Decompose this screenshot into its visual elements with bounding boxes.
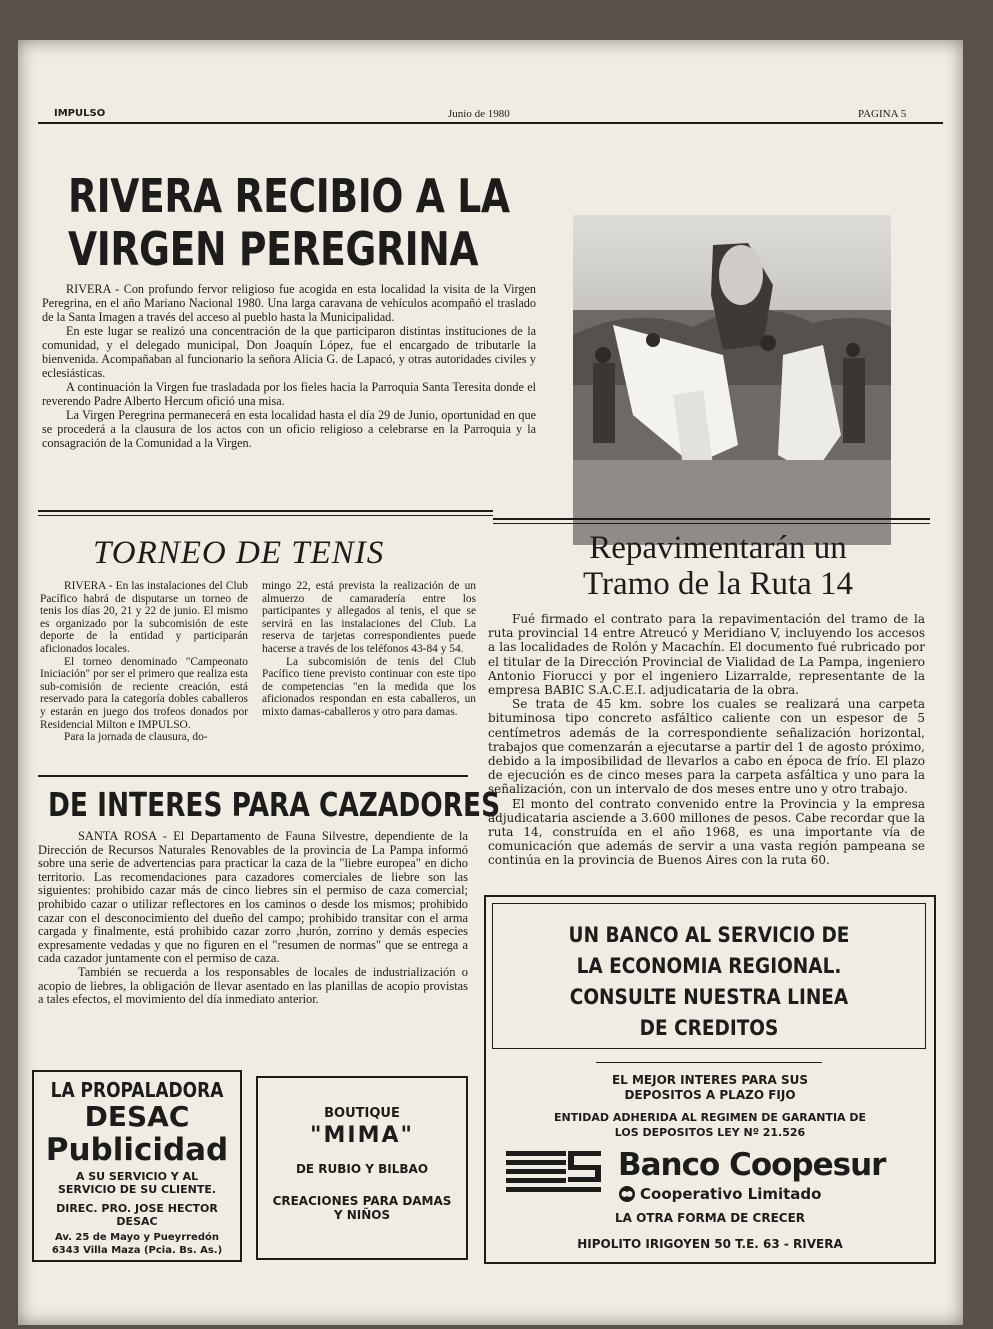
ad-banco-address: HIPOLITO IRIGOYEN 50 T.E. 63 - RIVERA <box>577 1237 843 1251</box>
ad-banco <box>484 895 936 1264</box>
ad-banco-interest: EL MEJOR INTERES PARA SUS DEPOSITOS A PLAZO FIJO <box>611 1073 809 1102</box>
ruta-article-body <box>488 612 925 868</box>
ad-banco-rule <box>596 1062 822 1063</box>
ruta-headline <box>518 530 918 602</box>
ad-mima-line4: CREACIONES PARA DAMAS Y NIÑOS <box>272 1194 452 1222</box>
section-rule <box>493 523 930 524</box>
ad-mima <box>256 1076 468 1260</box>
ad-banco-slogan: LA OTRA FORMA DE CRECER <box>614 1211 806 1225</box>
ad-desac-line4: A SU SERVICIO Y AL SERVICIO DE SU CLIENTE. <box>57 1170 217 1196</box>
rivera-article-body <box>42 282 536 450</box>
ad-desac-line6: Av. 25 de Mayo y Pueyrredón <box>55 1232 219 1243</box>
issue-date: Junio de 1980 <box>448 108 510 120</box>
section-rule <box>493 518 930 520</box>
ruta-headline-line1: Repavimentarán un <box>589 530 847 566</box>
tenis-paragraph: Para la jornada de clausura, do- <box>64 731 208 744</box>
coopesur-logo-icon <box>506 1147 606 1193</box>
ad-desac-line3: Publicidad <box>45 1132 229 1168</box>
caza-paragraph: SANTA ROSA - El Departamento de Fauna Silvestre, dependiente de la Dirección de Recursos Naturales Renovables de la provincia de La Pampa informó sobre una serie de advertencias para practicar la caza de la "liebre europea" en dicho territorio. Las recomendaciones para cazadores comerciales de liebre son las siguientes: prohibido cazar más de cinco liebres sin el permiso de caza comercial; prohibido cazar o utilizar reflectores en los caminos o desde los mismos; prohibido cazar con el desconocimiento del dueño del campo; prohibido transitar con el arma cargada y finalmente, está prohibido cazar zorro ,hurón, zorrino y demás especies expresamente vedadas y que no figuren en el "resumen de normas" que se entrega a cada cazador juntamente con el permiso de caza. <box>38 829 468 966</box>
ad-mima-line1: BOUTIQUE <box>324 1106 400 1121</box>
caza-article-body <box>38 830 468 1007</box>
caza-paragraph: También se recuerda a los responsables de locales de industrialización o acopio de liebres, la obligación de llevar asentado en las planillas de acopio provistas a tales efectos, el movimiento del día inmediato anterior. <box>38 964 468 1007</box>
ad-desac-line1: LA PROPALADORA <box>50 1078 224 1102</box>
tenis-paragraph: mingo 22, está prevista la realización de un almuerzo de camaradería entre los participantes y allegados al tenis, el que se servirá en las instalaciones del Club. La reserva de tarjetas correspondientes puede hacerse a través de los teléfonos 43-84 y 54. <box>262 580 476 655</box>
section-rule <box>38 515 493 516</box>
ad-banco-headline-box <box>492 903 926 1049</box>
rivera-headline-line1: RIVERA RECIBIO A LA <box>68 169 510 223</box>
masthead-rule <box>38 122 943 124</box>
newspaper-page <box>18 40 963 1325</box>
section-rule <box>38 775 468 777</box>
ad-desac <box>32 1070 242 1262</box>
procession-photo-graphic <box>573 215 891 545</box>
caza-headline: DE INTERES PARA CAZADORES <box>48 785 501 824</box>
page-number: PAGINA 5 <box>858 108 907 120</box>
rivera-paragraph: A continuación la Virgen fue trasladada por los fieles hacia la Parroquia Santa Teresita donde el reverendo Padre Alberto Hercum ofició una misa. <box>42 380 536 408</box>
rivera-headline-line2: VIRGEN PEREGRINA <box>68 222 479 276</box>
tenis-paragraph: RIVERA - En las instalaciones del Club Pacífico habrá de disputarse un torneo de tenis los días 20, 21 y 22 de junio. El mismo es organizado por la subcomisión de este deporte de la entidad y participarán aficionados locales. <box>40 580 248 655</box>
ad-desac-line2: DESAC <box>84 1100 190 1133</box>
paper-name: IMPULSO <box>54 108 106 119</box>
tenis-column-2 <box>262 580 476 719</box>
tenis-headline: TORNEO DE TENIS <box>93 535 385 571</box>
cooperative-symbol-icon <box>618 1185 636 1203</box>
ad-mima-line2: "MIMA" <box>310 1123 414 1148</box>
rivera-paragraph: La Virgen Peregrina permanecerá en esta localidad hasta el día 29 de Junio, oportunidad en que se procederá a la clausura de los actos con un oficio religioso a celebrarse en la Parroquia y la consagración de la Comunidad a la Virgen. <box>42 408 536 450</box>
ad-desac-line7: 6343 Villa Maza (Pcia. Bs. As.) <box>51 1245 223 1256</box>
ruta-paragraph: Fué firmado el contrato para la repavimentación del tramo de la ruta provincial 14 entre Atreucó y Meridiano V, incluyendo los accesos a las localidades de Rolón y Macachín. El documento fué rubricado por el titular de la Dirección Provincial de Vialidad de La Pampa, ingeniero Antonio Fiorucci y por el ingeniero Lizarralde, representante de la empresa BABIC S.A.C.E.I. adjudicataria de la obra. <box>488 612 925 698</box>
ruta-paragraph: El monto del contrato convenido entre la Provincia y la empresa adjudicataria asciende a 3.600 millones de pesos. Cabe recordar que la ruta 14, construída en el año 1968, es una importante vía de comunicación que además de servir a una vasta región pampeana se continúa en la provincia de Buenos Aires con la ruta 60. <box>488 796 925 868</box>
rivera-headline <box>68 169 510 276</box>
ruta-paragraph: Se trata de 45 km. sobre los cuales se realizará una carpeta bituminosa tipo concreto asfáltico caliente con un espesor de 5 centímetros además de la correspondiente señalización horizontal, trabajos que comenzarán a ejecutarse a partir del 1 de agosto próximo, debido a la imposibilidad de llevarlos a cabo en época de frío. El plazo de ejecución es de cinco meses para la carpeta asfáltica y uno para la señalización, con un intervalo de dos meses entre uno y otro trabajo. <box>488 697 925 797</box>
tenis-paragraph: La subcomisión de tenis del Club Pacífico tiene previsto continuar con este tipo de competencias "en la medida que los aficionados respondan en esta caballeros, un mixto damas-caballeros y otro para damas. <box>262 655 476 718</box>
rivera-paragraph: En este lugar se realizó una concentración de la que participaron distintas instituciones de la comunidad, y el delegado municipal, Don Joaquín López, fue el encargado de tributarle la bienvenida. Acompañaban al funcionario la señora Alicia G. de Lapacó, y otras autoridades civiles y eclesiásticas. <box>42 324 536 380</box>
ad-mima-line3: DE RUBIO Y BILBAO <box>295 1162 429 1176</box>
ad-banco-guarantee: ENTIDAD ADHERIDA AL REGIMEN DE GARANTIA DE LOS DEPOSITOS LEY Nº 21.526 <box>553 1111 867 1139</box>
procession-photo <box>573 215 891 545</box>
ad-banco-sub: Cooperativo Limitado <box>640 1185 822 1203</box>
ad-banco-name: Banco Coopesur <box>618 1147 886 1183</box>
rivera-paragraph: RIVERA - Con profundo fervor religioso fue acogida en esta localidad la visita de la Virgen Peregrina, en el año Mariano Nacional 1980. Una larga caravana de vehículos acompañó el traslado de la Santa Imagen a través del acceso al pueblo hasta la Municipalidad. <box>42 282 536 324</box>
tenis-paragraph: El torneo denominado "Campeonato Iniciación" por ser el primero que realiza esta sub-comisión de reciente creación, está reservado para la categoría dobles caballeros y estarán en juego dos trofeos donados por Residencial Milton e IMPULSO. <box>40 655 248 731</box>
ruta-headline-line2: Tramo de la Ruta 14 <box>582 566 854 602</box>
tenis-column-1 <box>40 580 248 744</box>
section-rule <box>38 510 493 512</box>
ad-desac-line5: DIREC. PRO. JOSE HECTOR DESAC <box>56 1202 218 1228</box>
ad-banco-headline: UN BANCO AL SERVICIO DE LA ECONOMIA REGIONAL. CONSULTE NUESTRA LINEA DE CREDITOS <box>568 923 850 1040</box>
